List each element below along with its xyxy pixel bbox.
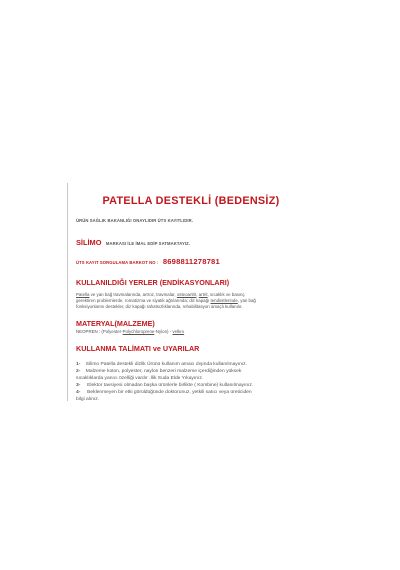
- instruction-text: Elektor tavsiyesi olmadan başka ürünlerle birlikte ( Kombine) kullanılmayınız.: [80, 383, 254, 388]
- usage-heading: KULLANILDIĞI YERLER (ENDİKASYONLARI): [76, 278, 230, 287]
- material-text: [76, 329, 298, 335]
- material-mid: -Nylon) -: [154, 329, 173, 334]
- instruction-number: 2-: [76, 369, 81, 374]
- instructions-heading: KULLANMA TALİMATI ve UYARILAR: [76, 344, 200, 353]
- usage-line: [76, 304, 298, 310]
- instruction-item: [76, 389, 298, 396]
- instruction-item: [76, 382, 298, 389]
- material-term: velkro: [172, 329, 185, 334]
- usage-segment: ,: [196, 292, 199, 297]
- instruction-number: 3-: [76, 383, 81, 388]
- barcode-line: [76, 251, 298, 269]
- page-title: PATELLA DESTEKLİ (BEDENSİZ): [102, 195, 280, 207]
- instruction-number: 4-: [76, 390, 81, 395]
- margin-line: [67, 183, 68, 401]
- brand-name: SİLİMO: [76, 238, 102, 247]
- usage-segment: gerektiren problemlerde, romatizma ve siyatik ağrılarında; diz kapağı: [76, 298, 211, 303]
- document-content: [76, 195, 298, 403]
- barcode-label: ÜTS KAYIT SORGULAMA BARKOT NO :: [76, 260, 159, 265]
- instruction-continuation: bilgi alınız.: [76, 397, 100, 402]
- material-prefix: NEOPREN : (Polyester-: [76, 329, 123, 334]
- usage-segment: , sıcaklık ve basınç: [207, 292, 245, 297]
- instruction-text: Beklenmeyen bir etki görüldüğünde doktorunuz, yetkili satıcı veya üreticiden: [80, 390, 252, 395]
- instruction-item: [76, 361, 298, 368]
- instruction-item: [76, 368, 298, 375]
- instruction-continuation: sıcaklıklarda yanıcı özelliği vardır .İlik Suda Elde Yıkayınız.: [76, 376, 204, 381]
- usage-term: tendinitlerinde: [210, 298, 238, 303]
- barcode-number: 8698811278781: [162, 257, 220, 266]
- brand-text: MARKASI İLE İMAL EDİP SATMAKTAYIZ.: [105, 241, 191, 246]
- approval-text: ÜRÜN SAĞLIK BAKANLIĞI ONAYLIDIR ÜTS KAYITLIDIR.: [76, 218, 193, 223]
- usage-text: [76, 292, 298, 310]
- instructions-list: [76, 361, 298, 403]
- usage-term: osteoartrit: [176, 292, 197, 297]
- brand-line: [76, 232, 298, 250]
- instruction-number: 1-: [76, 362, 81, 367]
- usage-term: Patella: [76, 292, 90, 297]
- usage-segment: , yan bağ: [237, 298, 256, 303]
- usage-segment: ve yan bağ travmalarında, artroz, travmalar,: [89, 292, 177, 297]
- instruction-text: Malzeme koton, polyester, naylon benzeri malzeme içerdiğinden yüksek: [80, 369, 242, 374]
- material-term: Polychloroprene: [122, 329, 155, 334]
- instruction-text: Silimo Patella destekli dizlik Ürünü kullanım amacı dışında kullanılmayınız.: [80, 362, 247, 367]
- usage-term: artrit: [198, 292, 208, 297]
- material-heading: MATERYAL(MALZEME): [76, 319, 155, 328]
- usage-segment: fonksiyonlarını destekler, diz kapağı rahatsızlıklarında, rehabilitasyon amaçlı kullanılır.: [76, 304, 243, 309]
